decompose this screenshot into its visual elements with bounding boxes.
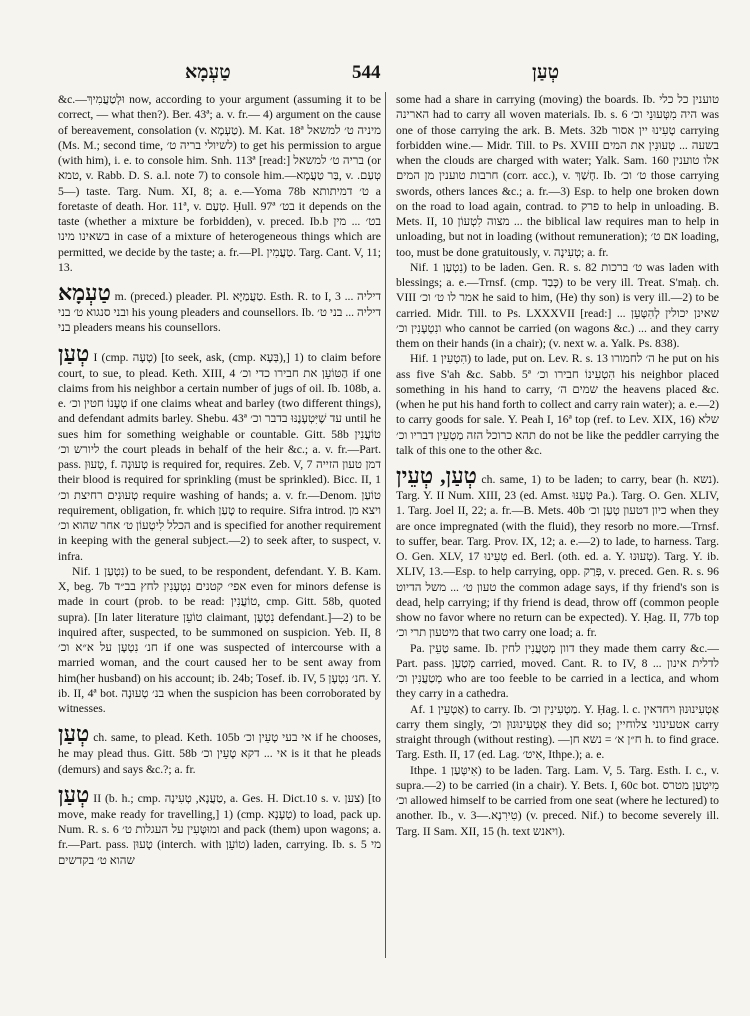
entry-text: Ithpe. אִיטְּעַן 1) to be laden. Targ. Lam. V, 5. Targ. Esth. I. c., v. supra.—2) to be carried (in a chair). Y. Bets. I, 60c bot. מִיטְעַן מטרס וכ׳ allowed himself to be carried from one seat (where he lectured) to another. Ib., v. טִירִנָא.—3) (v. preced. Nif.) to become severely ill. Targ. II Sam. XII, 15 (h. text ויאנש).	[396, 763, 719, 838]
page-header	[0, 62, 750, 88]
dictionary-entry	[58, 281, 381, 336]
entry-text: ch. same, to plead. Keth. 105b אי בעי טָעֵין וכ׳ if he chooses, he may plead thus. Gitt. 58b אי ... דקא טָעֵין וכ׳ is it that he pleads (demurs) and says &c.?; a. fr.	[58, 731, 381, 776]
column-divider	[385, 92, 386, 958]
right-column	[396, 92, 719, 962]
entry-text: &c.—וּלְטַעֲמִיךְ now, according to your argument (assuming it to be correct, — what then?). Ber. 43ª; a. v. fr.— 4) argument on the cause of bereavement, consolation (v. טַעְמָא). M. Kat. 18ª מיניה ט׳ למשאל (Ms. M.; second time, לשיולי בריה ט׳) to get his permission to argue (with him), i. e. to console him. Snh. 113ª [read:] בריה ט׳ למשאל (or טמא, v. Rabb. D. S. a.l. note 7) to console him.—בַּר טַעֲמָא, v. טְעַם.—5) taste. Targ. Num. XI, 8; a. e.—Yoma 78b ט׳ דמיתותא a foretaste of death. Hor. 11ª, v. טְעַם. Ḥull. 97ª בט׳ it depends on the taste (whether a mixture be forbidden), v. preced. Ib.b בט׳ ... מין בשאינו מינו in case of a mixture of heterogeneous things which are permitted, we decide by the taste; a. fr.—Pl. טַעֲמִין. Targ. Cant. V, 11; 13.	[58, 93, 381, 274]
dictionary-entry	[58, 342, 381, 564]
left-column	[58, 92, 381, 962]
running-headword-left: טַעְמָא	[185, 62, 231, 83]
dictionary-entry	[58, 92, 381, 275]
running-headword-right: טְעַן	[532, 62, 560, 83]
entry-headword: טְעַן	[58, 781, 90, 807]
entry-text: Nif. נִטְעַן 1) to be laden. Gen. R. s. 82 ט׳ ברכות was laden with blessings; a. e.—Trnsf. (cmp. כָּבַד) to be very ill. Treat. S'maḥ. ch. VIII אמר לו ט׳ וכ׳ he said to him, (He) thy son) is very ill.—2) to be carried. Midr. Till. to Ps. LXXXVII [read:] שאינן יכולין לְהִטָּעֵן ... ונִטְעָנִין וכ׳ who cannot be carried (on wagons &c.) ... and they carry them on their hands (in a chair); (v. next w. a. Yalk. Ps. 838).	[396, 260, 719, 350]
entry-headword: טְעַן	[58, 721, 90, 747]
dictionary-entry	[396, 702, 719, 763]
entry-headword: טְעַן	[58, 340, 90, 366]
entry-text: Pa. טַעֵין same. Ib. דוון מְטַעֲנִין לחין they made them carry &c.—Part. pass. מְטַעַן carried, moved. Cant. R. to IV, 8 לדלית אינון ... מְטַעֲנִין וכ׳ who are too feeble to be carried in a lectica, and whom they carry in a cathedra.	[396, 641, 719, 701]
entry-text: I (cmp. טָעָה) [to seek, ask, (cmp. בְּעָא),] 1) to claim before court, to sue, to plead. Keth. XIII, 4 הַטּוֹעֵן את חבירו כדי וכ׳ if one claims from his neighbor a certain number of jugs of oil. Ib. 108b, a. e. טְעָנוֹ חטין וכ׳ if one claims wheat and barley (two different things), and defendant admits barley. Shebu. 43ª עד שֶׁיִּטְעָנֶנּוּ בדבר וכ׳ until he sues him for something weighable or countable. Gitt. 58b טוֹעֲנִין ליורש וכ׳ the court pleads in behalf of the heir &c.; a. v. fr.—Part. pass. טָעוּן, f. טְעוּנָה is required for, requires. Zeb. V, 7 דמן טעון הזייה their blood is required for sprinkling (must be sprinkled). Bicc. II, 1 טְעוּנִים רחיצת וכ׳ require washing of hands; a. v. fr.—Denom. טוֹעַן requirement, obligation, fr. which טָעַן to require. Sifra introd. ויצא מן הכלל לִיטְעוֹן ט׳ אחר שהוא וכ׳ and is specified for another requirement in keeping with the general subject.—2) to seek after, to suspect, v. infra.	[58, 350, 381, 563]
entry-text: Nif. נִטְעַן 1) to be sued, to be respondent, defendant. Y. B. Kam. X, beg. 7b אפי׳ קטנים נִטְעָנִין לחץ בב״ד even for minors defense is made in court (prob. to be read: טוֹעֲנִין, cmp. Gitt. 58b, quoted supra). [In later literature טוֹעֵן claimant, נִטְעָן defendant.]—2) to be inquired after, suspected, to be summoned on suspicion. Yeb. II, 8 חנ׳ נִטְעָן על א״א וכ׳ if one was suspected of intercourse with a married woman, and the court caused her to be sent away from him(her husband) on his account; ib. 24b; Tosef. ib. IV, 5 חנ׳ נִטְעָן. Y. ib. II, 4ª bot. בנ׳ טְעוּנָה when the suspicion has been corroborated by witnesses.	[58, 564, 381, 715]
dictionary-entry	[396, 763, 719, 839]
dictionary-entry	[396, 641, 719, 702]
entry-text: II (b. h.; cmp. טַעֲנָא, טְעִינָה, a. Ges. H. Dict.10 s. v. צען) [to move, make ready for travelling,] 1) (cmp. טְעָנָא) to load, pack up. Num. R. s. 6 ומוּטָּעִין על העגלות ט׳ and pack (them) upon wagons; a. fr.—Part. pass. טָעוּן (interch. with טוֹעֵן) laden, carrying. Ib. s. 5 מי שהוא ט׳ בקדשים	[58, 791, 381, 867]
entry-text: ch. same, 1) to be laden; to carry, bear (h. נשא). Targ. Y. II Num. XIII, 23 (ed. Amst. טְעַנּוּ Pa.). Targ. O. Gen. XLIV, 1. Targ. Joel II, 22; a. fr.—B. Mets. 40b כיון דטעון טְעַן וכ׳ when they are once impregnated (with the fluid), they resorb no more.—Trnsf. to suffer, bear. Targ. Prov. IX, 12; a. e.—2) to lade, to harness. Targ. O. Gen. XLV, 17 טְעִינוּ ed. Berl. (oth. ed. a. Y. טְעוּנוּ). Targ. Y. ib. XLIV, 13.—Esp. to help carrying, opp. פְּרַק, v. preced. Gen. R. s. 96 טעון ט׳ ... משל הדיוט the common adage says, if thy friend's son is dead, help carrying; if thy friend is dead, throw off (common people show no favor where no return can be expected). Y. Ḥag. II, 77b top מיטעון תרי וכ׳ that two carry one load; a. fr.	[396, 473, 719, 640]
entry-text: Af. אַטְעֵין 1) to carry. Ib. מַטְעִינִין וכ׳. Y. Ḥag. l. c. אַטְעִינוּנוּן ויחדאין carry them singly, אַטְעִינוּנוּן וכ׳ they did so; אטעינוני צלוחיין carry straight through (without resting). —ח״ן א׳ = נשא חן h. to find grace. Targ. Esth. II, 17 (ed. Lag. אִיט׳, Ithpe.); a. e.	[396, 702, 719, 762]
entry-text: m. (preced.) pleader. Pl. טַעֲמַיָּא. Esth. R. to I, 3 דיליה ... ובני סנגוא ט׳ בני his young pleaders and counsellors. Ib. דיליה ... בני ט׳ בני pleaders means his counsellors.	[58, 290, 381, 335]
dictionary-entry	[58, 564, 381, 717]
dictionary-entry	[396, 464, 719, 641]
dictionary-entry	[396, 351, 719, 458]
entry-text: some had a share in carrying (moving) the boards. Ib. טוענין כל כלי הארינה had to carry all woven materials. Ib. s. 6 היה מִטְּעוּנֵי וכ׳ was one of those carrying the ark. B. Mets. 32b טְעִינוּ יין אסור carrying forbidden wine.— Midr. Till. to Ps. XVIII בשעה ... טְעוּנִין את המים when the clouds are charged with water; Yalk. Sam. 160 אלו טוענין חרבות טוענין מן המים (corr. acc.), v. חָשַׁךְ. Ib. ט׳ וכ׳ those carrying swords, others lances &c.; a. fr.—3) Esp. to help one broken down on the road to load again, contrad. to פרק to help in unloading. B. Mets. II, 10 מצוה לִטְעוֹן ... the biblical law requires man to help in unloading, but not in loading (without remuneration); אם ט׳ loading, too, must be done gratuitously, v. טְעִינָה; a. fr.	[396, 93, 719, 259]
dictionary-entry	[58, 783, 381, 868]
dictionary-entry	[396, 260, 719, 352]
page-number: 544	[352, 62, 381, 83]
entry-headword: טַעְמָא	[58, 280, 111, 305]
dictionary-entry	[396, 92, 719, 260]
entry-headword: טְעַן, טְעֵין	[396, 463, 477, 488]
entry-text: Hif. הִטְעִין 1) to lade, put on. Lev. R. s. 13 ה׳ לחמורו he put on his ass five S'ah &c. Sabb. 5ª הִטְעִינוֹ חבירו וכ׳ his neighbor placed something in his hand to carry, שמים ה׳ the heavens placed &c. (when he put his hand forth to collect and carry rain water); a. e.—2) to carry goods for sale. Y. Peah I, 16ª top (ref. to Lev. XIX, 16) שלא תהא כרוכל הזה מַטְעִין דבריו וכ׳ do not be like the peddler carrying the talk of this one to the other &c.	[396, 352, 719, 457]
dictionary-entry	[58, 722, 381, 777]
